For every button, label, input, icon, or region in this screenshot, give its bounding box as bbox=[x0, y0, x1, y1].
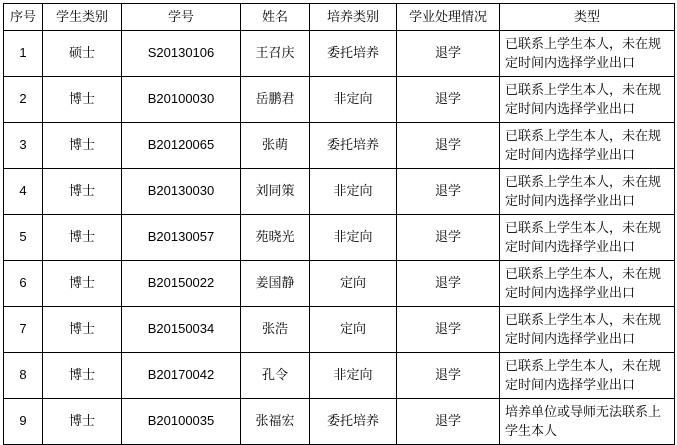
cell-name: 张萌 bbox=[241, 123, 310, 169]
cell-academic-action: 退学 bbox=[397, 307, 500, 353]
cell-index: 7 bbox=[4, 307, 43, 353]
cell-index: 3 bbox=[4, 123, 43, 169]
cell-training-category: 委托培养 bbox=[310, 123, 397, 169]
cell-academic-action: 退学 bbox=[397, 215, 500, 261]
cell-name: 岳鹏君 bbox=[241, 77, 310, 123]
cell-name: 王召庆 bbox=[241, 31, 310, 77]
cell-level: 博士 bbox=[43, 123, 122, 169]
table-row bbox=[4, 307, 675, 353]
cell-index: 6 bbox=[4, 261, 43, 307]
table-header bbox=[4, 4, 675, 31]
table-row bbox=[4, 399, 675, 445]
cell-type bbox=[500, 307, 675, 353]
table-body bbox=[4, 31, 675, 445]
cell-training-category: 非定向 bbox=[310, 215, 397, 261]
cell-index: 9 bbox=[4, 399, 43, 445]
cell-type-text: 已联系上学生本人，未在规定时间内选择学业出口 bbox=[505, 265, 662, 300]
cell-student-id: B20120065 bbox=[122, 123, 241, 169]
table-row bbox=[4, 261, 675, 307]
cell-training-category: 非定向 bbox=[310, 169, 397, 215]
cell-type bbox=[500, 77, 675, 123]
cell-student-id: B20170042 bbox=[122, 353, 241, 399]
column-header-student-id: 学号 bbox=[122, 4, 241, 31]
student-status-table bbox=[3, 3, 675, 445]
cell-name: 孔令 bbox=[241, 353, 310, 399]
cell-type-text: 已联系上学生本人，未在规定时间内选择学业出口 bbox=[505, 81, 662, 116]
cell-training-category: 定向 bbox=[310, 261, 397, 307]
table-row bbox=[4, 215, 675, 261]
cell-student-id: S20130106 bbox=[122, 31, 241, 77]
cell-level: 博士 bbox=[43, 215, 122, 261]
cell-name: 张福宏 bbox=[241, 399, 310, 445]
cell-academic-action: 退学 bbox=[397, 353, 500, 399]
column-header-name: 姓名 bbox=[241, 4, 310, 31]
cell-type bbox=[500, 353, 675, 399]
cell-type-text: 已联系上学生本人，未在规定时间内选择学业出口 bbox=[505, 219, 662, 254]
cell-training-category: 定向 bbox=[310, 307, 397, 353]
cell-training-category: 委托培养 bbox=[310, 31, 397, 77]
cell-type-text: 已联系上学生本人，未在规定时间内选择学业出口 bbox=[505, 35, 662, 70]
cell-type bbox=[500, 169, 675, 215]
cell-level: 博士 bbox=[43, 353, 122, 399]
cell-training-category: 非定向 bbox=[310, 353, 397, 399]
cell-type bbox=[500, 399, 675, 445]
column-header-training-category: 培养类别 bbox=[310, 4, 397, 31]
table-row bbox=[4, 169, 675, 215]
cell-student-id: B20100030 bbox=[122, 77, 241, 123]
column-header-index: 序号 bbox=[4, 4, 43, 31]
cell-level: 博士 bbox=[43, 399, 122, 445]
cell-level: 博士 bbox=[43, 169, 122, 215]
cell-level: 博士 bbox=[43, 261, 122, 307]
cell-type-text: 已联系上学生本人，未在规定时间内选择学业出口 bbox=[505, 357, 662, 392]
cell-student-id: B20100035 bbox=[122, 399, 241, 445]
column-header-academic-action: 学业处理情况 bbox=[397, 4, 500, 31]
cell-level: 博士 bbox=[43, 307, 122, 353]
cell-student-id: B20130030 bbox=[122, 169, 241, 215]
column-header-level: 学生类别 bbox=[43, 4, 122, 31]
cell-index: 8 bbox=[4, 353, 43, 399]
cell-type bbox=[500, 261, 675, 307]
cell-academic-action: 退学 bbox=[397, 31, 500, 77]
cell-student-id: B20130057 bbox=[122, 215, 241, 261]
table-row bbox=[4, 31, 675, 77]
cell-training-category: 非定向 bbox=[310, 77, 397, 123]
cell-name: 姜国静 bbox=[241, 261, 310, 307]
cell-type-text: 已联系上学生本人，未在规定时间内选择学业出口 bbox=[505, 311, 662, 346]
cell-index: 5 bbox=[4, 215, 43, 261]
cell-academic-action: 退学 bbox=[397, 399, 500, 445]
table-row bbox=[4, 353, 675, 399]
cell-name: 张浩 bbox=[241, 307, 310, 353]
table-row bbox=[4, 123, 675, 169]
cell-level: 硕士 bbox=[43, 31, 122, 77]
cell-academic-action: 退学 bbox=[397, 261, 500, 307]
cell-student-id: B20150034 bbox=[122, 307, 241, 353]
cell-type-text: 培养单位或导师无法联系上学生本人 bbox=[505, 403, 662, 438]
cell-type-text: 已联系上学生本人，未在规定时间内选择学业出口 bbox=[505, 173, 662, 208]
cell-academic-action: 退学 bbox=[397, 77, 500, 123]
cell-student-id: B20150022 bbox=[122, 261, 241, 307]
cell-index: 2 bbox=[4, 77, 43, 123]
cell-name: 刘同策 bbox=[241, 169, 310, 215]
table-header-row bbox=[4, 4, 675, 31]
cell-academic-action: 退学 bbox=[397, 169, 500, 215]
table-row bbox=[4, 77, 675, 123]
cell-type-text: 已联系上学生本人，未在规定时间内选择学业出口 bbox=[505, 127, 662, 162]
column-header-type: 类型 bbox=[500, 4, 675, 31]
cell-type bbox=[500, 31, 675, 77]
cell-academic-action: 退学 bbox=[397, 123, 500, 169]
cell-type bbox=[500, 215, 675, 261]
cell-training-category: 委托培养 bbox=[310, 399, 397, 445]
cell-index: 1 bbox=[4, 31, 43, 77]
cell-name: 苑晓光 bbox=[241, 215, 310, 261]
cell-level: 博士 bbox=[43, 77, 122, 123]
cell-index: 4 bbox=[4, 169, 43, 215]
cell-type bbox=[500, 123, 675, 169]
